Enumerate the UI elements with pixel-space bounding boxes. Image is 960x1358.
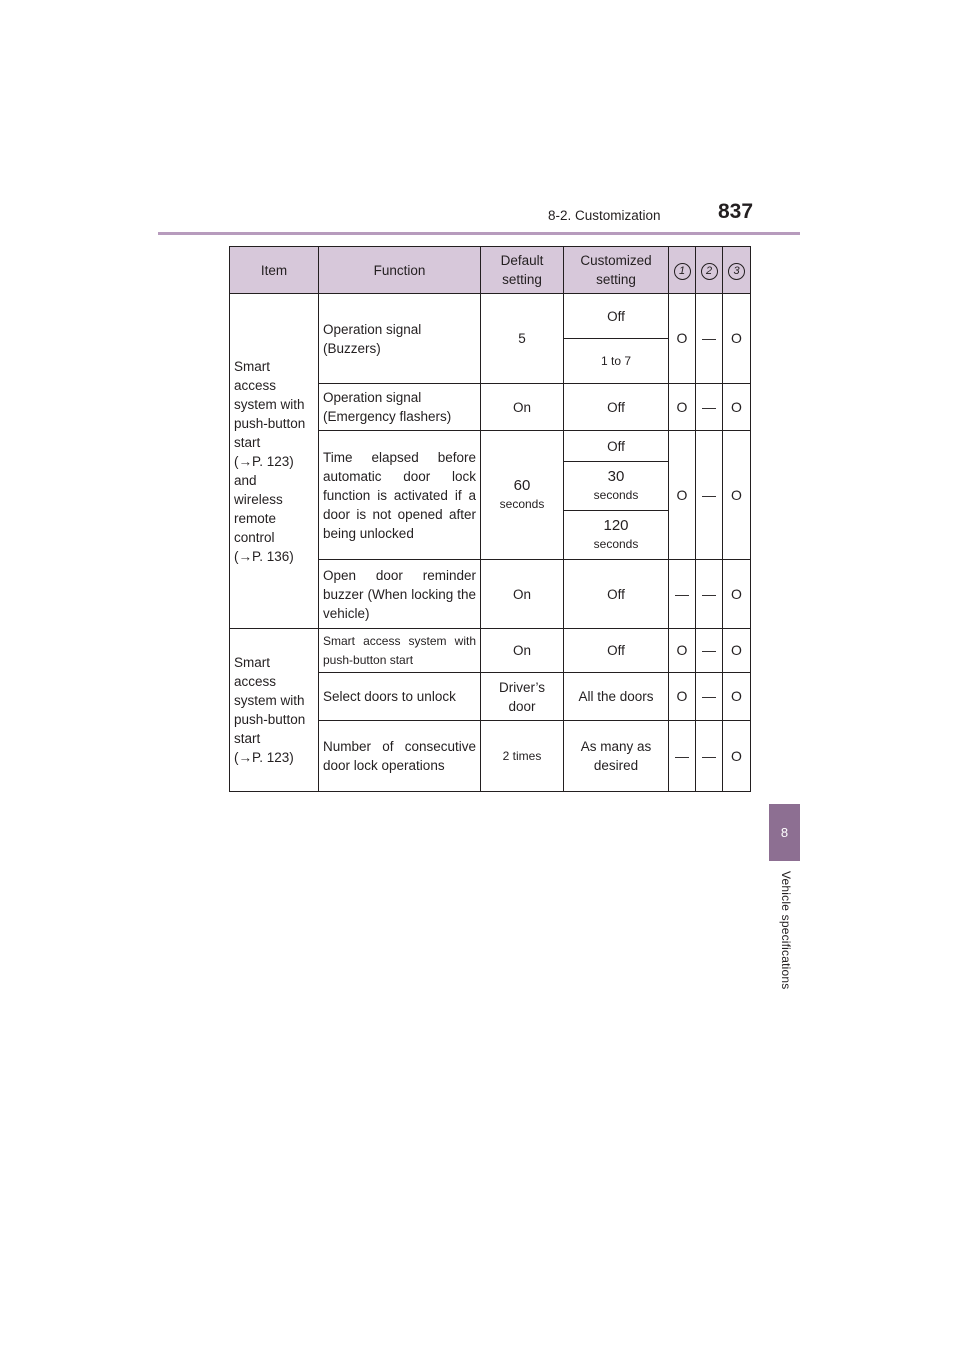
item-smart-access-wireless: Smart access system with push-button start (→P. 123) and wireless remote control (→P. 136) — [230, 294, 319, 629]
custom-cell: Off — [564, 629, 669, 673]
default-cell: On — [481, 384, 564, 431]
page-number: 837 — [718, 200, 754, 223]
custom-cell: 120 seconds — [564, 511, 669, 560]
section-title: 8-2. Customization — [548, 208, 661, 223]
default-cell: Driver’s door — [481, 673, 564, 721]
header-default: Default setting — [481, 247, 564, 294]
chapter-label: Vehicle specifications — [779, 871, 793, 990]
function-cell: Select doors to unlock — [319, 673, 481, 721]
default-cell: On — [481, 629, 564, 673]
item-smart-access: Smart access system with push-button start (→P. 123) — [230, 629, 319, 792]
circled-2-icon: 2 — [701, 263, 718, 280]
custom-cell: Off — [564, 431, 669, 462]
table-row: Smart access system with push-button start (→P. 123) and wireless remote control (→P. 136) Operation signal (Buzzers) 5 Off O — O — [230, 294, 751, 339]
table-row: Number of consecutive door lock operations 2 times As many as desired — — O — [230, 721, 751, 792]
custom-cell: 30 seconds — [564, 462, 669, 511]
header-col-2 — [696, 247, 723, 294]
table-row: Select doors to unlock Driver’s door All the doors O — O — [230, 673, 751, 721]
header-col-3 — [723, 247, 751, 294]
custom-cell: 1 to 7 — [564, 339, 669, 384]
table-row: Time elapsed before automatic door lock function is activated if a door is not opened after being unlocked 60 seconds Off O — O — [230, 431, 751, 462]
function-cell: Smart access system with push-button start — [319, 629, 481, 673]
customization-table — [229, 246, 751, 792]
circled-3-icon: 3 — [728, 263, 745, 280]
header-item: Item — [230, 247, 319, 294]
header-customized: Customized setting — [564, 247, 669, 294]
chapter-tab[interactable] — [769, 804, 800, 861]
custom-cell: All the doors — [564, 673, 669, 721]
chapter-number: 8 — [780, 825, 789, 840]
function-cell: Operation signal (Emergency flashers) — [319, 384, 481, 431]
header-col-1 — [669, 247, 696, 294]
custom-cell: Off — [564, 384, 669, 431]
custom-cell: Off — [564, 294, 669, 339]
table-header-row — [230, 247, 751, 294]
function-cell: Operation signal (Buzzers) — [319, 294, 481, 384]
table-row: Open door reminder buzzer (When locking the vehicle) On Off — — O — [230, 560, 751, 629]
table-row: Operation signal (Emergency flashers) On Off O — O — [230, 384, 751, 431]
circled-1-icon: 1 — [674, 263, 691, 280]
function-cell: Number of consecutive door lock operations — [319, 721, 481, 792]
default-cell: On — [481, 560, 564, 629]
default-cell: 2 times — [481, 721, 564, 792]
table-row: Smart access system with push-button start (→P. 123) Smart access system with push-button start On Off O — O — [230, 629, 751, 673]
header-function: Function — [319, 247, 481, 294]
function-cell: Open door reminder buzzer (When locking the vehicle) — [319, 560, 481, 629]
header-divider — [158, 232, 800, 235]
custom-cell: Off — [564, 560, 669, 629]
custom-cell: As many as desired — [564, 721, 669, 792]
default-cell: 5 — [481, 294, 564, 384]
function-cell: Time elapsed before automatic door lock function is activated if a door is not opened after being unlocked — [319, 431, 481, 560]
default-cell: 60 seconds — [481, 431, 564, 560]
